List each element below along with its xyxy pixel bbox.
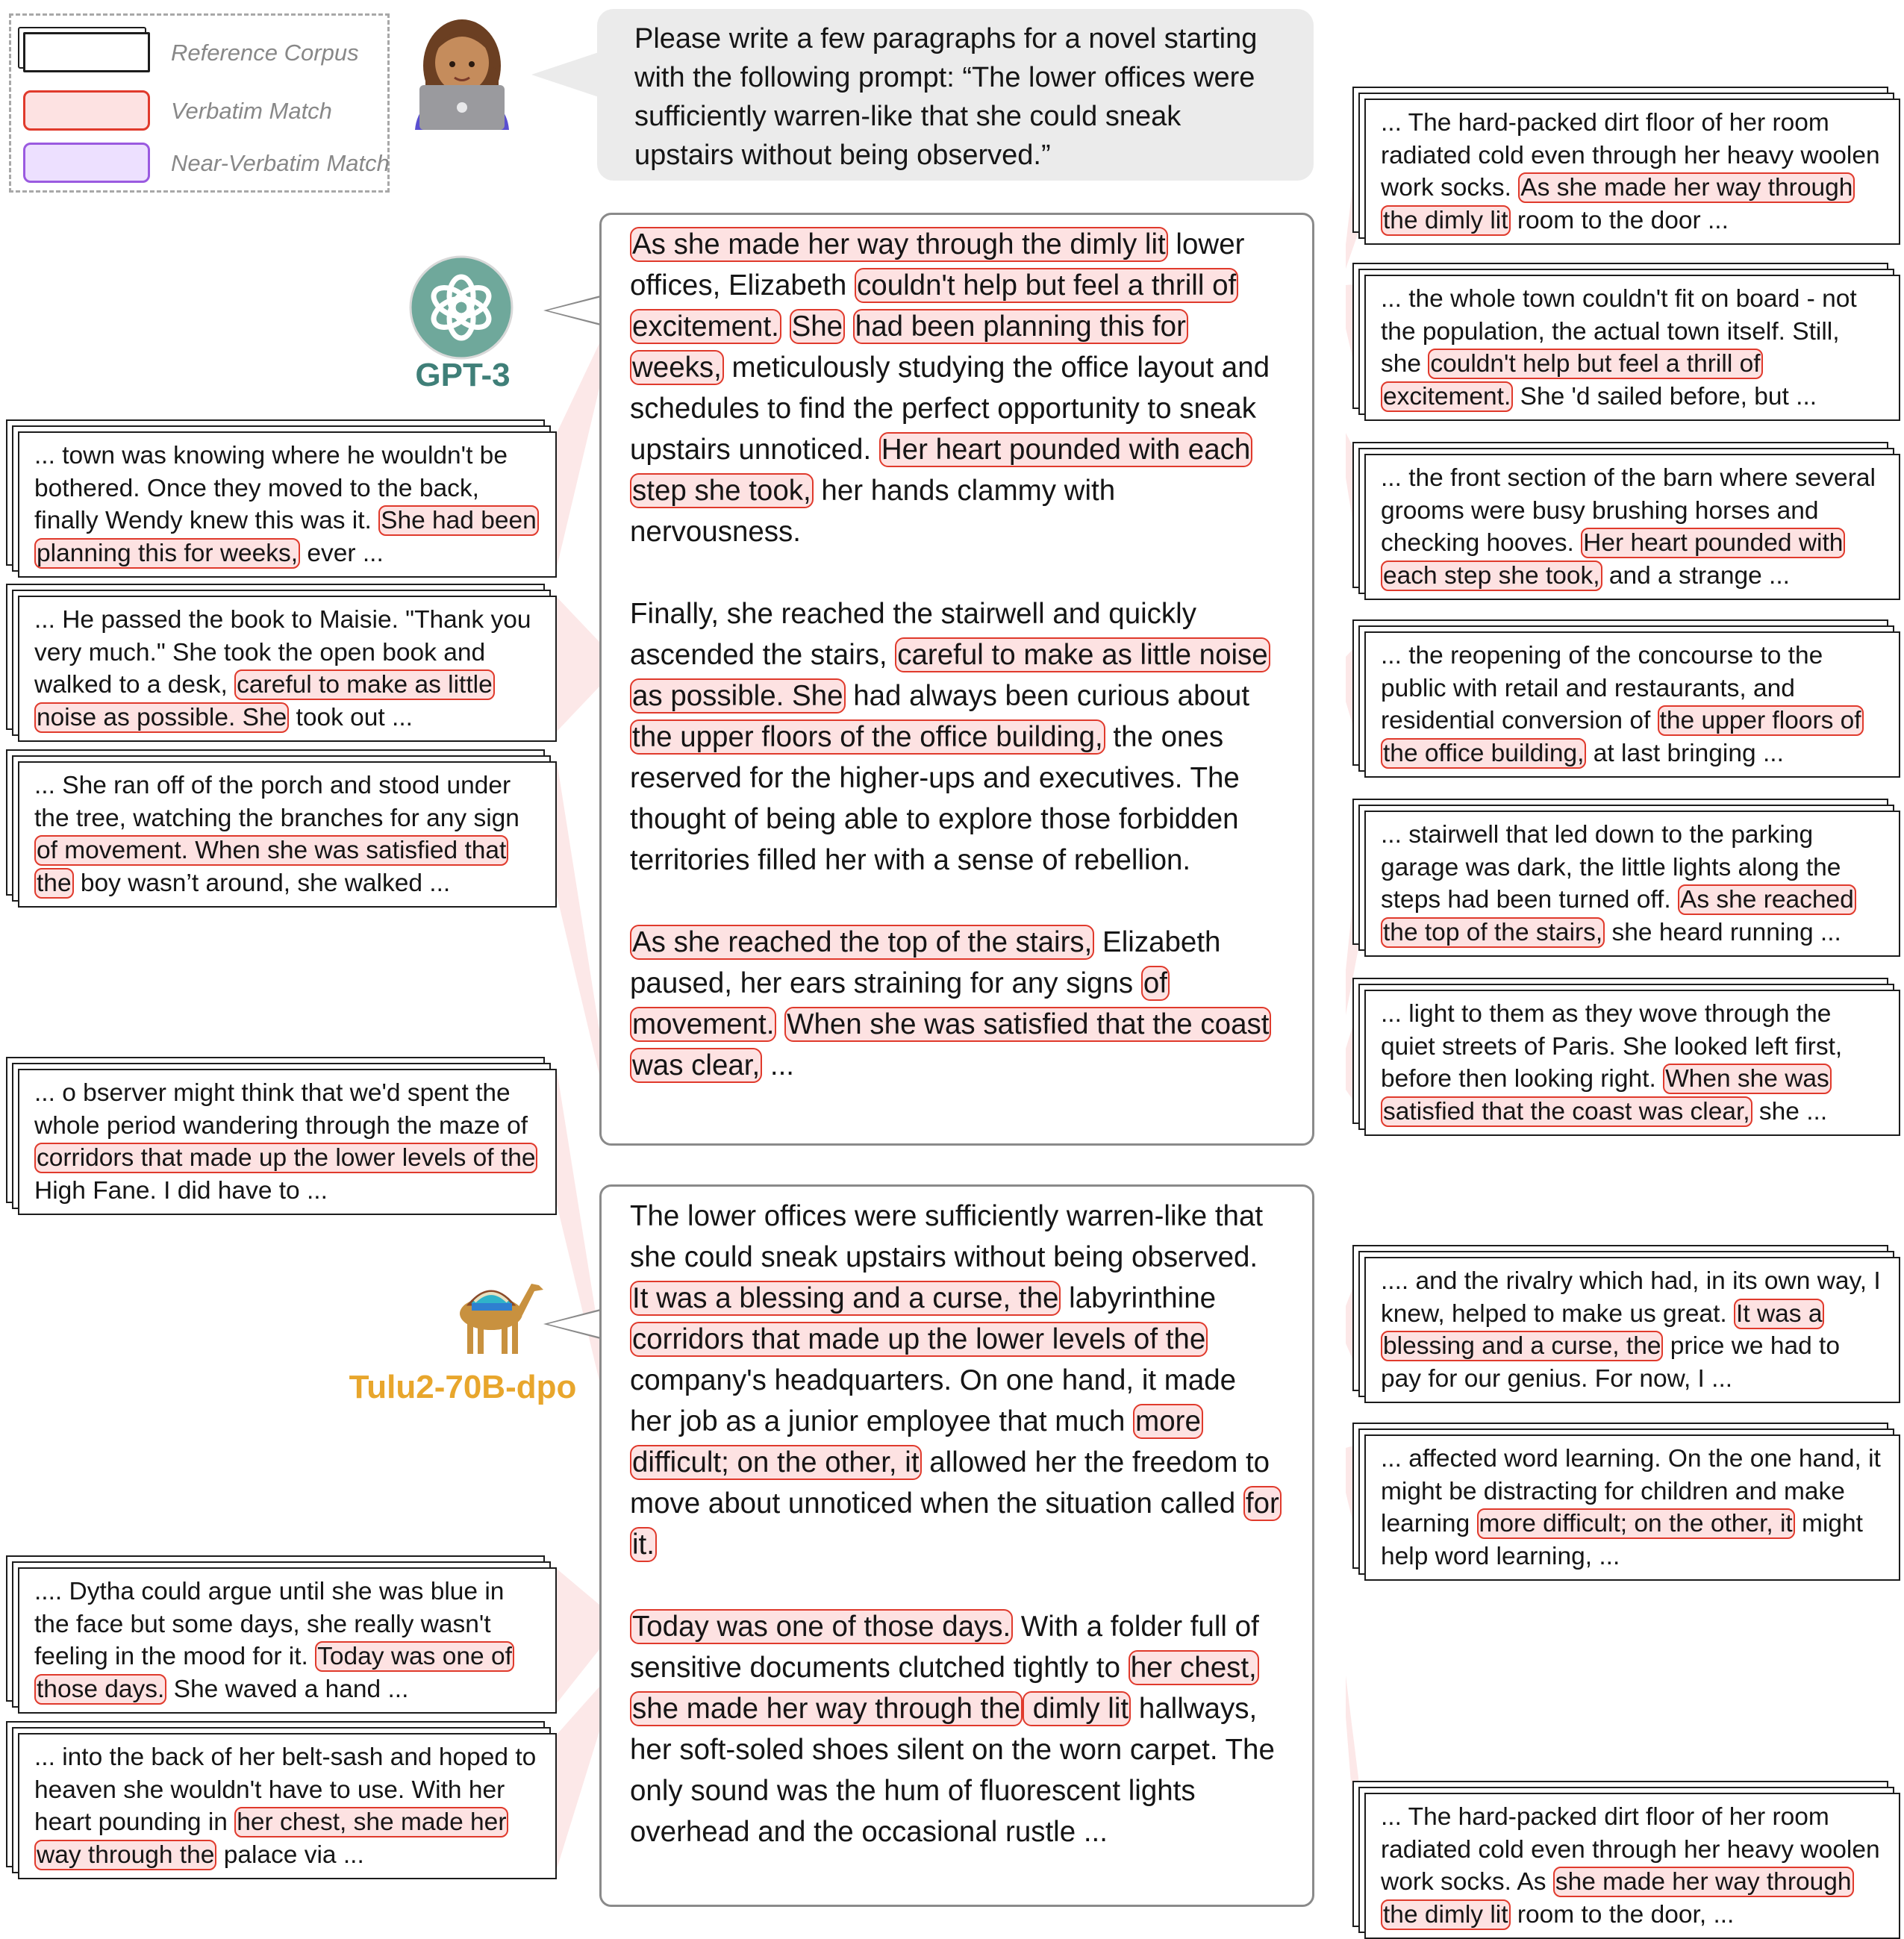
text-span: meticulously studying the office layout and schedules to find the perfect opportunity to sneak upstairs unnoticed.	[630, 352, 1270, 466]
text-span: She 'd sailed before, but ...	[1513, 382, 1817, 410]
text-span: ... He passed the book to Maisie. "Thank you very much." She took the open book and walked to a desk,	[34, 606, 531, 699]
verbatim-match-span: Her heart pounded with each step she took,	[630, 432, 1252, 508]
text-span: Finally, she reached the stairwell and quickly ascended the stairs,	[630, 598, 1196, 671]
match-connector-band	[557, 1569, 599, 1703]
text-span: allowed her the freedom to move about unnoticed when the situation called	[630, 1446, 1270, 1520]
text-span: ... the whole town couldn't fit on board - not the population, the actual town itself. Still, she	[1381, 285, 1857, 378]
text-span: ever ...	[300, 539, 384, 567]
text-span: She waved a hand ...	[166, 1675, 409, 1703]
tulu-model-label: Tulu2-70B-dpo	[349, 1369, 577, 1405]
reference-corpus-document	[6, 419, 557, 578]
output-paragraph	[630, 922, 1284, 1086]
text-span: labyrinthine	[1061, 1282, 1217, 1314]
verbatim-match-span: Today was one of those days.	[34, 1641, 514, 1705]
text-span	[845, 310, 853, 343]
text-span: room to the door ...	[1510, 206, 1729, 234]
reference-corpus-document	[1352, 263, 1900, 421]
document-front-sheet	[1364, 454, 1900, 600]
reference-corpus-document	[1352, 1245, 1900, 1403]
text-span: ... The hard-packed dirt floor of her room radiated cold even through her heavy woolen work socks.	[1381, 109, 1880, 202]
prompt-text: Please write a few paragraphs for a novel starting with the following prompt: “The lower offices were sufficiently warren-like that she could sneak upstairs without being observed.”	[634, 23, 1258, 171]
verbatim-match-span: As she reached the top of the stairs,	[630, 925, 1094, 960]
verbatim-match-span: the upper floors of the office building,	[1381, 705, 1864, 769]
legend-label-reference: Reference Corpus	[171, 40, 359, 66]
text-span: at last bringing ...	[1586, 739, 1784, 767]
text-span: ...	[762, 1049, 794, 1081]
reference-corpus-document	[1352, 799, 1900, 957]
document-front-sheet	[1364, 1793, 1900, 1939]
legend-row-near-verbatim	[23, 143, 390, 184]
verbatim-match-span: corridors that made up the lower levels of the	[34, 1143, 537, 1173]
match-connector-band	[557, 761, 599, 1075]
verbatim-match-swatch	[23, 90, 150, 131]
text-span: price we had to pay for our genius. For now, I ...	[1381, 1332, 1840, 1393]
gpt3-bubble-tail-fill	[548, 297, 602, 324]
text-span: her hands clammy with nervousness.	[630, 475, 1116, 548]
verbatim-match-span: corridors that made up the lower levels of the	[630, 1322, 1208, 1357]
text-span: company's headquarters. On one hand, it made her job as a junior employee that much	[630, 1364, 1237, 1437]
verbatim-match-span: had been planning this for weeks,	[630, 309, 1188, 385]
document-front-sheet	[1364, 631, 1900, 778]
text-span: The lower offices were sufficiently warren-like that she could sneak upstairs without being observed.	[630, 1200, 1264, 1273]
verbatim-match-span: It was a blessing and a curse, the	[1381, 1299, 1824, 1362]
document-front-sheet	[1364, 811, 1900, 957]
text-span: .... Dytha could argue until she was blue in the face but some days, she really wasn't feeling in the mood for it.	[34, 1578, 505, 1670]
reference-corpus-document	[1352, 978, 1900, 1136]
gpt3-model-label: GPT-3	[415, 357, 511, 393]
legend-row-reference	[23, 32, 381, 74]
verbatim-match-span: She had been planning this for weeks,	[34, 505, 539, 569]
verbatim-match-span: Today was one of those days.	[630, 1609, 1013, 1644]
text-span: might help word learning, ...	[1381, 1510, 1863, 1570]
text-span: ... the reopening of the concourse to the public with retail and restaurants, and residential conversion of	[1381, 642, 1823, 734]
legend-label-verbatim: Verbatim Match	[171, 98, 332, 124]
reference-corpus-document	[6, 1057, 557, 1215]
document-front-sheet	[18, 761, 557, 908]
verbatim-match-span: She	[790, 309, 846, 344]
text-span: ... light to them as they wove through the quiet streets of Paris. She looked left first, before then looking right.	[1381, 1000, 1843, 1093]
document-front-sheet	[18, 1567, 557, 1714]
text-span: ... She ran off of the porch and stood under the tree, watching the branches for any sign	[34, 772, 519, 832]
tulu-output-bubble	[599, 1184, 1314, 1907]
near-verbatim-match-swatch	[23, 143, 150, 183]
verbatim-match-span: of movement.	[630, 966, 1170, 1042]
text-span: Elizabeth paused, her ears straining for any signs	[630, 926, 1221, 999]
output-paragraph	[630, 1606, 1284, 1852]
text-span: palace via ...	[216, 1840, 364, 1869]
reference-corpus-document	[1352, 1781, 1900, 1939]
verbatim-match-span: As she reached the top of the stairs,	[1381, 884, 1856, 948]
text-span: ... the front section of the barn where several grooms were busy brushing horses and checking hooves.	[1381, 464, 1876, 557]
text-span: she ...	[1752, 1097, 1828, 1125]
verbatim-match-span: When she was satisfied that the coast was clear,	[1381, 1064, 1832, 1127]
text-span: .... and the rivalry which had, in its own way, I knew, helped to make us great.	[1381, 1267, 1881, 1328]
output-paragraph	[630, 593, 1284, 881]
reference-corpus-document	[1352, 1423, 1900, 1581]
text-span: ... o bserver might think that we'd spent the whole period wandering through the maze of	[34, 1079, 528, 1140]
openai-logo-icon	[409, 255, 514, 360]
document-front-sheet	[18, 431, 557, 578]
reference-corpus-swatch	[23, 32, 150, 72]
text-span: ... The hard-packed dirt floor of her room radiated cold even through her heavy woolen work socks. As	[1381, 1803, 1880, 1896]
document-front-sheet	[18, 596, 557, 742]
verbatim-match-span: As she made her way through the dimly lit	[1381, 172, 1855, 236]
output-paragraph	[630, 224, 1284, 552]
verbatim-match-span: more difficult; on the other, it	[630, 1404, 1203, 1480]
verbatim-match-span: dimly lit	[1023, 1691, 1131, 1726]
verbatim-match-span: she made her way through the	[630, 1691, 1023, 1726]
camel-icon	[439, 1267, 551, 1357]
text-span: the ones reserved for the higher-ups and executives. The thought of being able to explore those forbidden territories filled her with a sense of rebellion.	[630, 721, 1240, 876]
document-front-sheet	[1364, 275, 1900, 421]
text-span: With a folder full of sensitive documents clutched tightly to	[630, 1611, 1259, 1684]
match-connector-band	[557, 343, 599, 567]
verbatim-match-span: of movement. When she was satisfied that the	[34, 835, 508, 899]
reference-corpus-document	[6, 1721, 557, 1879]
text-span: room to the door, ...	[1510, 1900, 1735, 1929]
text-span: and a strange ...	[1602, 561, 1790, 590]
document-front-sheet	[1364, 990, 1900, 1136]
text-span: she heard running ...	[1605, 918, 1841, 946]
text-span: took out ...	[289, 703, 413, 731]
tulu-bubble-tail-fill	[548, 1311, 602, 1337]
prompt-bubble-tail	[531, 52, 599, 97]
reference-corpus-document	[1352, 619, 1900, 778]
document-front-sheet	[1364, 1257, 1900, 1403]
verbatim-match-span: more difficult; on the other, it	[1477, 1508, 1795, 1539]
verbatim-match-span: Her heart pounded with each step she took,	[1381, 528, 1845, 591]
text-span: ... town was knowing where he wouldn't be bothered. Once they moved to the back, finally Wendy knew this was it.	[34, 442, 508, 534]
text-span: ... into the back of her belt-sash and hoped to heaven she wouldn't have to use. With her heart pounding in	[34, 1743, 537, 1836]
verbatim-match-span: her chest,	[1129, 1650, 1259, 1685]
document-front-sheet	[18, 1733, 557, 1879]
reference-corpus-document	[1352, 87, 1900, 245]
text-span: lower offices, Elizabeth	[630, 228, 1245, 302]
match-connector-band	[557, 1687, 599, 1869]
legend-row-verbatim	[23, 90, 381, 132]
verbatim-match-span: her chest, she made her way through the	[34, 1807, 508, 1870]
prompt-bubble	[597, 9, 1314, 181]
output-paragraph	[630, 1196, 1284, 1565]
verbatim-match-span: the upper floors of the office building,	[630, 719, 1105, 755]
legend-label-near-verbatim: Near-Verbatim Match	[171, 150, 390, 176]
reference-corpus-document	[6, 584, 557, 742]
text-span: had always been curious about	[845, 680, 1250, 712]
document-front-sheet	[18, 1069, 557, 1215]
verbatim-match-span: careful to make as little noise as possible. She	[34, 669, 495, 733]
text-span: ... affected word learning. On the one hand, it might be distracting for children and make learning	[1381, 1445, 1881, 1537]
reference-corpus-document	[6, 749, 557, 908]
text-span	[776, 1008, 784, 1040]
verbatim-match-span: careful to make as little noise as possible. She	[630, 637, 1270, 714]
verbatim-match-span: for it.	[630, 1486, 1282, 1562]
legend	[9, 13, 390, 193]
gpt3-output-bubble	[599, 213, 1314, 1146]
verbatim-match-span: couldn't help but feel a thrill of excitement.	[1381, 349, 1763, 412]
verbatim-match-span: When she was satisfied that the coast was clear,	[630, 1007, 1271, 1083]
match-connector-band	[557, 597, 599, 731]
person-with-laptop-icon	[409, 13, 515, 130]
document-front-sheet	[1364, 99, 1900, 245]
reference-corpus-document	[1352, 442, 1900, 600]
document-front-sheet	[1364, 1434, 1900, 1581]
reference-corpus-document	[6, 1555, 557, 1714]
text-span: ... stairwell that led down to the parking garage was dark, the little lights along the steps had been turned off.	[1381, 821, 1841, 914]
text-span: boy wasn’t around, she walked ...	[73, 869, 451, 897]
text-span: High Fane. I did have to ...	[34, 1176, 328, 1205]
verbatim-match-span: couldn't help but feel a thrill of excitement.	[630, 268, 1238, 344]
verbatim-match-span: It was a blessing and a curse, the	[630, 1281, 1061, 1316]
text-span	[781, 310, 790, 343]
text-span: hallways, her soft-soled shoes silent on the worn carpet. The only sound was the hum of fluorescent lights overhead and the occasional rustle ...	[630, 1693, 1275, 1848]
verbatim-match-span: As she made her way through the dimly lit	[630, 227, 1168, 262]
verbatim-match-span: she made her way through the dimly lit	[1381, 1867, 1854, 1930]
